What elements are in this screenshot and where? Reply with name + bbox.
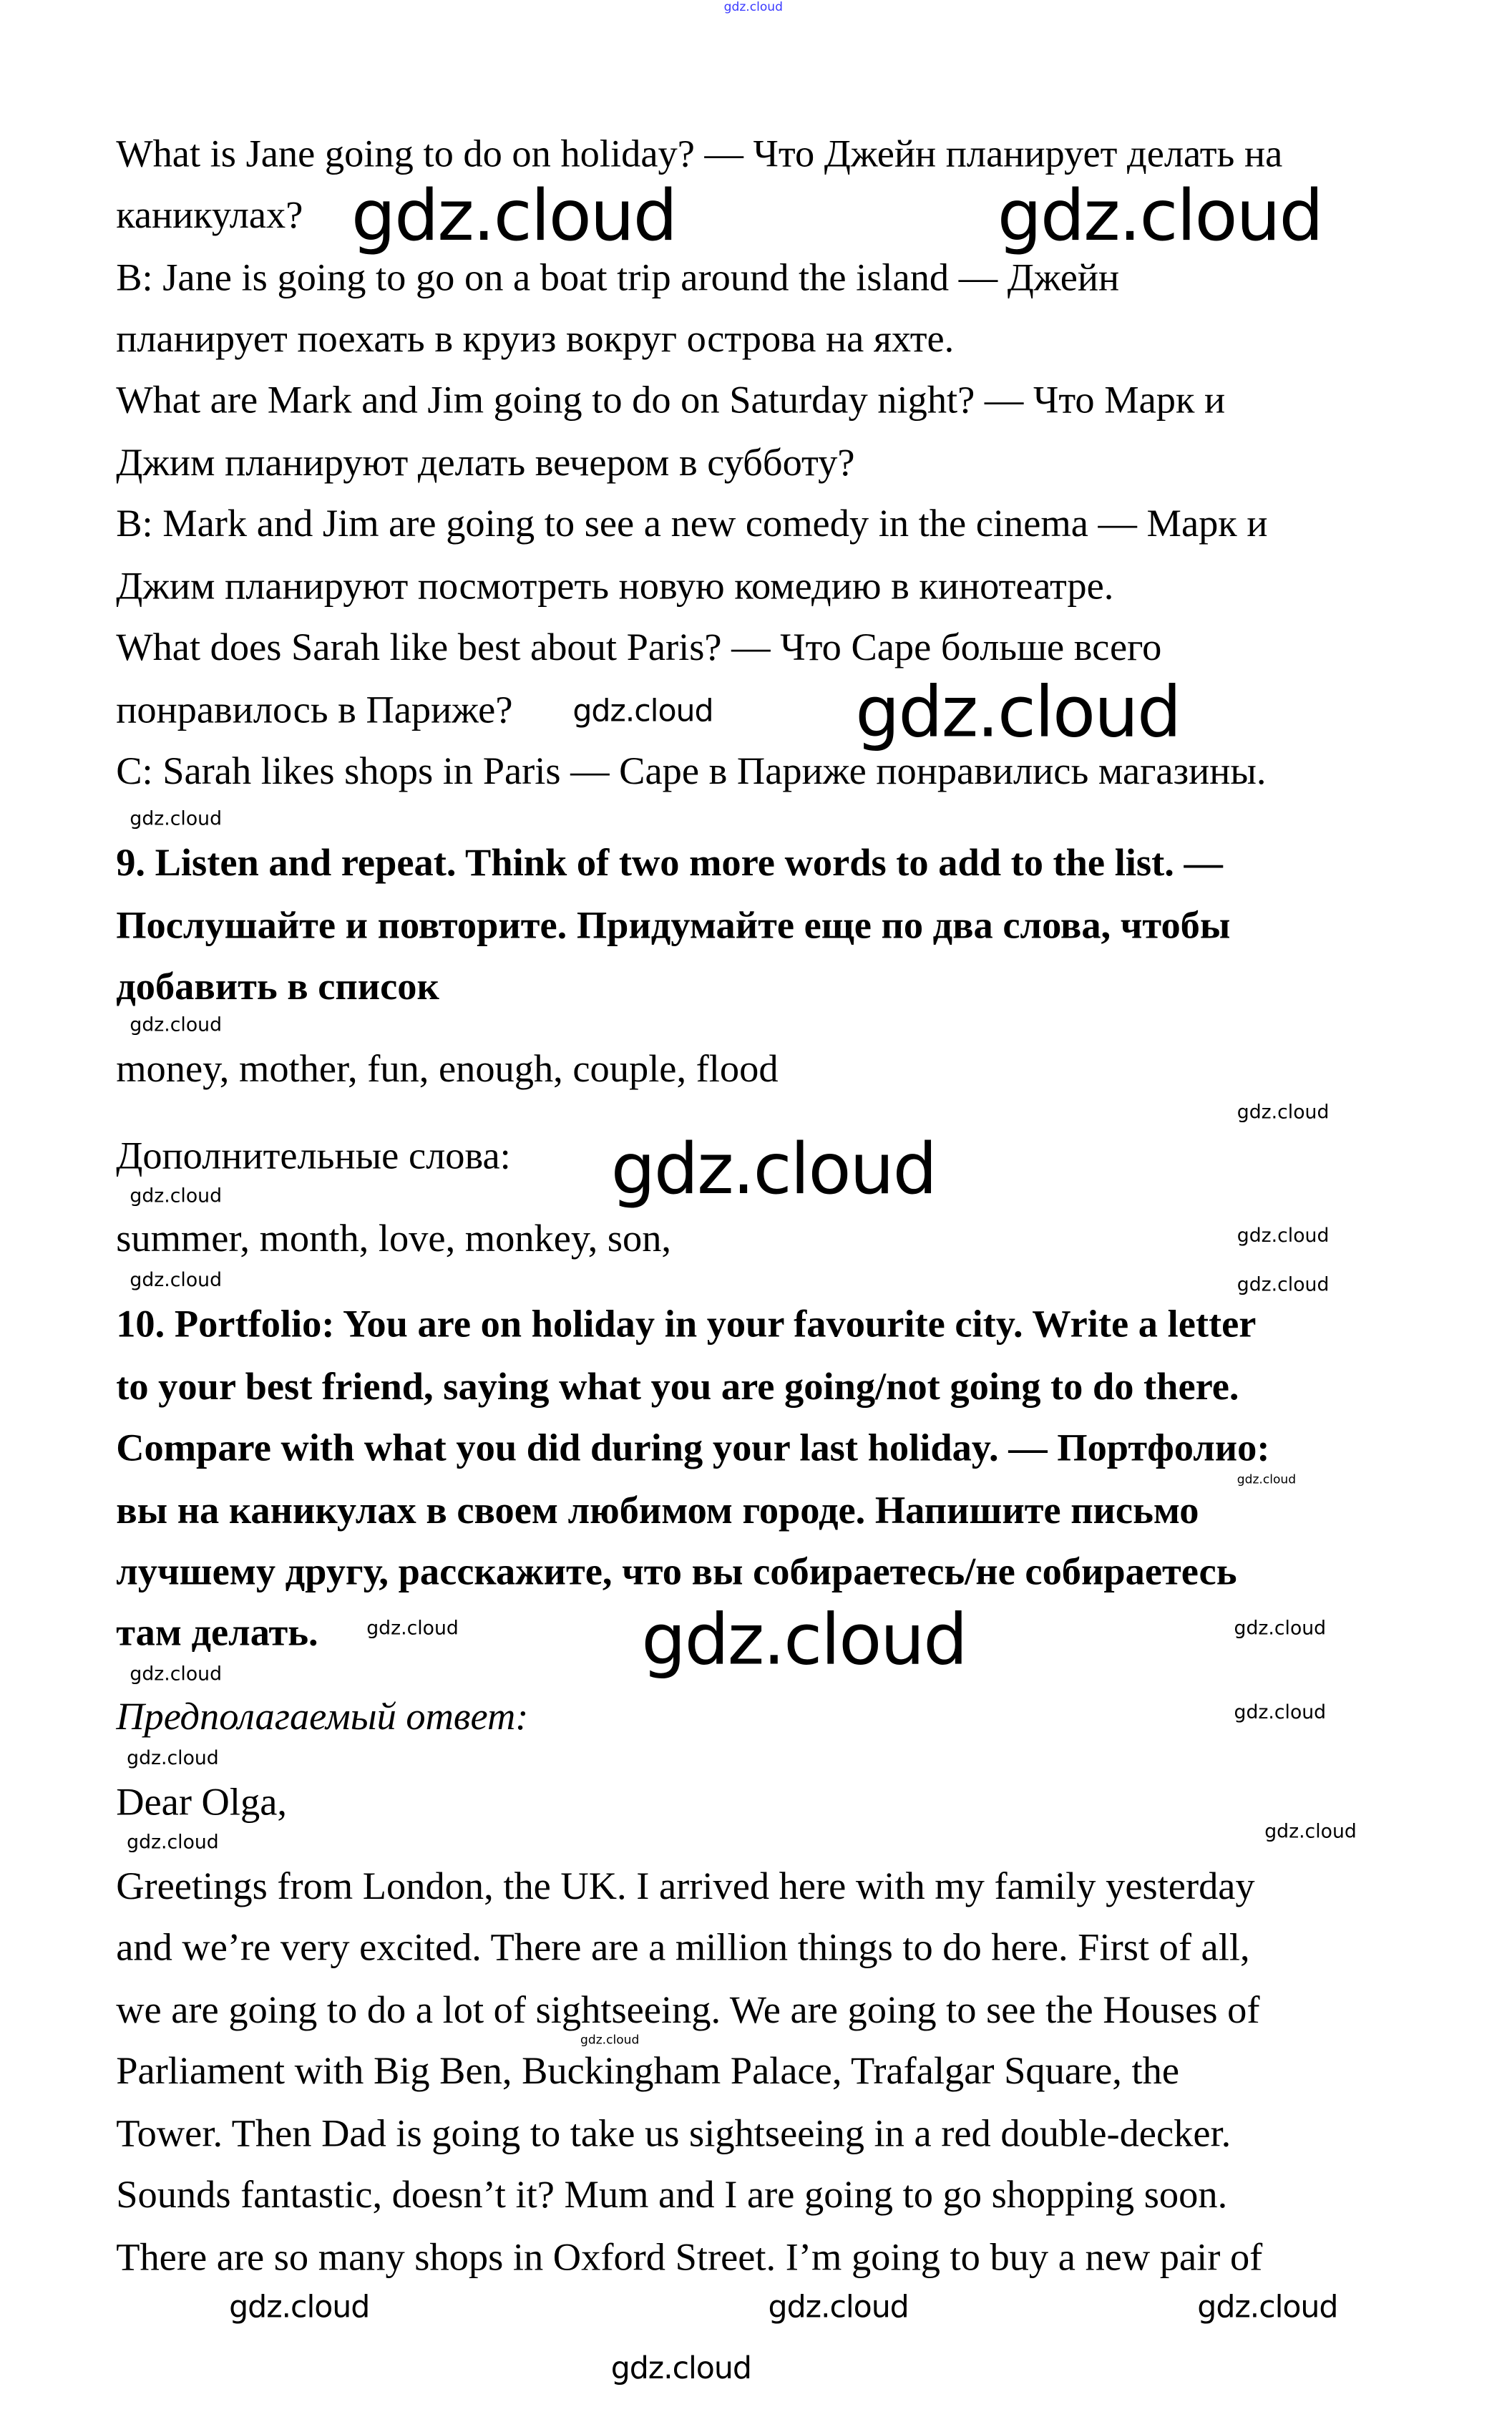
watermark: gdz.cloud xyxy=(130,1013,223,1036)
watermark: gdz.cloud xyxy=(610,1127,936,1210)
task9-heading: Послушайте и повторите. Придумайте еще по два слова, чтобы xyxy=(116,903,1231,948)
task10-heading: to your best friend, saying what you are going/not going to do there. xyxy=(116,1363,1239,1409)
watermark: gdz.cloud xyxy=(641,1597,967,1681)
text-line: Джим планируют делать вечером в субботу? xyxy=(116,439,855,485)
text-line: каникулах? xyxy=(116,192,303,237)
text-line: планирует поехать в круиз вокруг острова на яхте. xyxy=(116,316,955,361)
watermark: gdz.cloud xyxy=(768,2288,909,2325)
text-line: C: Sarah likes shops in Paris — Саре в Париже понравились магазины. xyxy=(116,748,1267,793)
watermark: gdz.cloud xyxy=(130,806,223,830)
watermark: gdz.cloud xyxy=(572,691,713,729)
watermark: gdz.cloud xyxy=(855,670,1181,754)
text-line: B: Jane is going to go on a boat trip around the island — Джейн xyxy=(116,255,1120,300)
watermark: gdz.cloud xyxy=(366,1616,459,1640)
letter-line: Parliament with Big Ben, Buckingham Palace, Trafalgar Square, the xyxy=(116,2048,1180,2093)
text-line: What does Sarah like best about Paris? — Что Саре больше всего xyxy=(116,624,1162,669)
text-line: понравилось в Париже? xyxy=(116,687,513,732)
text-line: What is Jane going to do on holiday? — Что Джейн планирует делать на xyxy=(116,131,1283,176)
letter-line: Tower. Then Dad is going to take us sightseeing in a red double-decker. xyxy=(116,2111,1231,2156)
watermark: gdz.cloud xyxy=(351,174,676,257)
watermark: gdz.cloud xyxy=(130,1662,223,1686)
watermark: gdz.cloud xyxy=(1237,1472,1297,1487)
text-line: B: Mark and Jim are going to see a new comedy in the cinema — Марк и xyxy=(116,501,1268,545)
task10-heading: Compare with what you did during your last holiday. — Портфолио: xyxy=(116,1425,1270,1470)
task9-heading: 9. Listen and repeat. Think of two more words to add to the list. — xyxy=(116,840,1223,885)
task10-heading: там делать. xyxy=(116,1610,318,1655)
text-line: Джим планируют посмотреть новую комедию в кинотеатре. xyxy=(116,563,1114,608)
letter-line: and we’re very excited. There are a million things to do here. First of all, xyxy=(116,1925,1250,1970)
watermark: gdz.cloud xyxy=(1237,1223,1330,1247)
watermark: gdz.cloud xyxy=(1237,1099,1330,1123)
watermark: gdz.cloud xyxy=(1237,1272,1330,1295)
task9-words: money, mother, fun, enough, couple, flood xyxy=(116,1046,779,1091)
watermark: gdz.cloud xyxy=(1234,1700,1327,1723)
task9-heading: добавить в список xyxy=(116,963,439,1008)
watermark: gdz.cloud xyxy=(997,174,1322,257)
task10-heading: вы на каникулах в своем любимом городе. Напишите письмо xyxy=(116,1487,1199,1532)
watermark: gdz.cloud xyxy=(130,1184,223,1207)
header-watermark: gdz.cloud xyxy=(723,0,783,14)
letter-line: we are going to do a lot of sightseeing. We are going to see the Houses of xyxy=(116,1987,1260,2032)
watermark: gdz.cloud xyxy=(1234,1616,1327,1640)
watermark: gdz.cloud xyxy=(130,1268,223,1291)
answer-label: Предполагаемый ответ: xyxy=(116,1693,529,1738)
letter-line: Sounds fantastic, doesn’t it? Mum and I are going to go shopping soon. xyxy=(116,2172,1228,2217)
watermark: gdz.cloud xyxy=(610,2349,751,2386)
watermark: gdz.cloud xyxy=(127,1746,219,1769)
task10-heading: лучшему другу, расскажите, что вы собираетесь/не собираетесь xyxy=(116,1549,1237,1594)
task9-extra-words: summer, month, love, monkey, son, xyxy=(116,1215,672,1260)
watermark: gdz.cloud xyxy=(229,2288,370,2325)
letter-greeting: Dear Olga, xyxy=(116,1779,287,1824)
watermark: gdz.cloud xyxy=(580,2033,640,2047)
letter-line: There are so many shops in Oxford Street. I’m going to buy a new pair of xyxy=(116,2234,1263,2280)
task10-heading: 10. Portfolio: You are on holiday in your favourite city. Write a letter xyxy=(116,1301,1257,1346)
text-line: What are Mark and Jim going to do on Saturday night? — Что Марк и xyxy=(116,377,1226,422)
watermark: gdz.cloud xyxy=(1264,1819,1357,1842)
watermark: gdz.cloud xyxy=(127,1829,219,1853)
letter-line: Greetings from London, the UK. I arrived here with my family yesterday xyxy=(116,1863,1255,1908)
task9-extra-label: Дополнительные слова: xyxy=(116,1133,511,1178)
watermark: gdz.cloud xyxy=(1197,2288,1338,2325)
